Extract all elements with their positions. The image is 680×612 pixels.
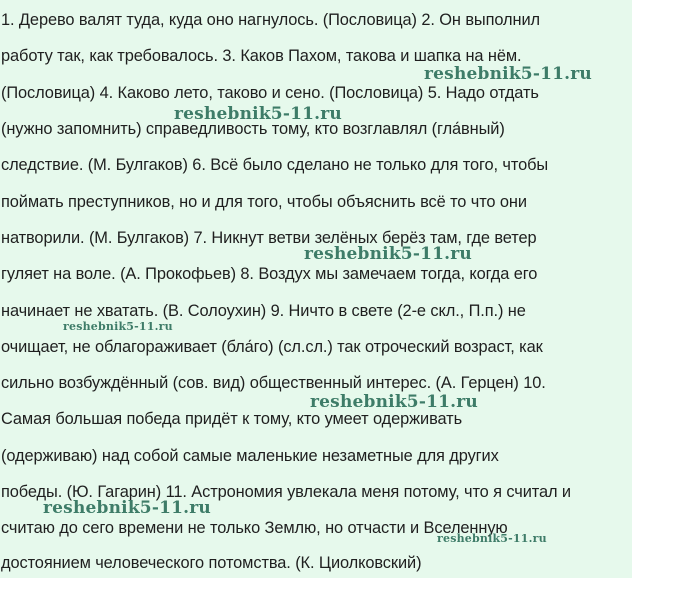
text-line-3: (Пословица) 4. Каково лето, таково и сено. (Пословица) 5. Надо отдать — [1, 84, 539, 102]
watermark: reshebnik5-11.ru — [304, 244, 472, 264]
text-line-15: считаю до сего времени не только Землю, но отчасти и Вселенную — [1, 519, 508, 537]
watermark: reshebnik5-11.ru — [310, 392, 478, 412]
text-line-10: очищает, не облагораживает (бла́го) (сл.сл.) так отроческий возраст, как — [1, 338, 543, 356]
text-line-8: гуляет на воле. (А. Прокофьев) 8. Воздух мы замечаем тогда, когда его — [1, 265, 538, 283]
watermark: reshebnik5-11.ru — [63, 320, 173, 333]
watermark: reshebnik5-11.ru — [437, 532, 547, 545]
watermark: reshebnik5-11.ru — [43, 498, 211, 518]
text-line-2: работу так, как требовалось. 3. Каков Пахом, такова и шапка на нём. — [1, 47, 522, 65]
text-line-6: поймать преступников, но и для того, чтобы объяснить всё то что они — [1, 193, 527, 211]
text-line-13: (одерживаю) над собой самые маленькие незаметные для других — [1, 447, 499, 465]
text-line-12: Самая большая победа придёт к тому, кто умеет одерживать — [1, 410, 463, 428]
text-line-1: 1. Дерево валят туда, куда оно нагнулось. (Пословица) 2. Он выполнил — [1, 11, 540, 29]
text-line-16: достоянием человеческого потомства. (К. Циолковский) — [1, 554, 422, 572]
text-line-11: сильно возбуждённый (сов. вид) общественный интерес. (А. Герцен) 10. — [1, 374, 546, 392]
text-line-9: начинает не хватать. (В. Солоухин) 9. Ничто в свете (2-е скл., П.п.) не — [1, 302, 526, 320]
watermark: reshebnik5-11.ru — [424, 64, 592, 84]
watermark: reshebnik5-11.ru — [174, 104, 342, 124]
text-line-14: победы. (Ю. Гагарин) 11. Астрономия увлекала меня потому, что я считал и — [1, 483, 571, 501]
text-line-5: следствие. (М. Булгаков) 6. Всё было сделано не только для того, чтобы — [1, 156, 549, 174]
text-line-7: натворили. (М. Булгаков) 7. Никнут ветви зелёных берёз там, где ветер — [1, 229, 537, 247]
text-line-4: (нужно запомнить) справедливость тому, кто возглавлял (гла́вный) — [1, 120, 505, 138]
